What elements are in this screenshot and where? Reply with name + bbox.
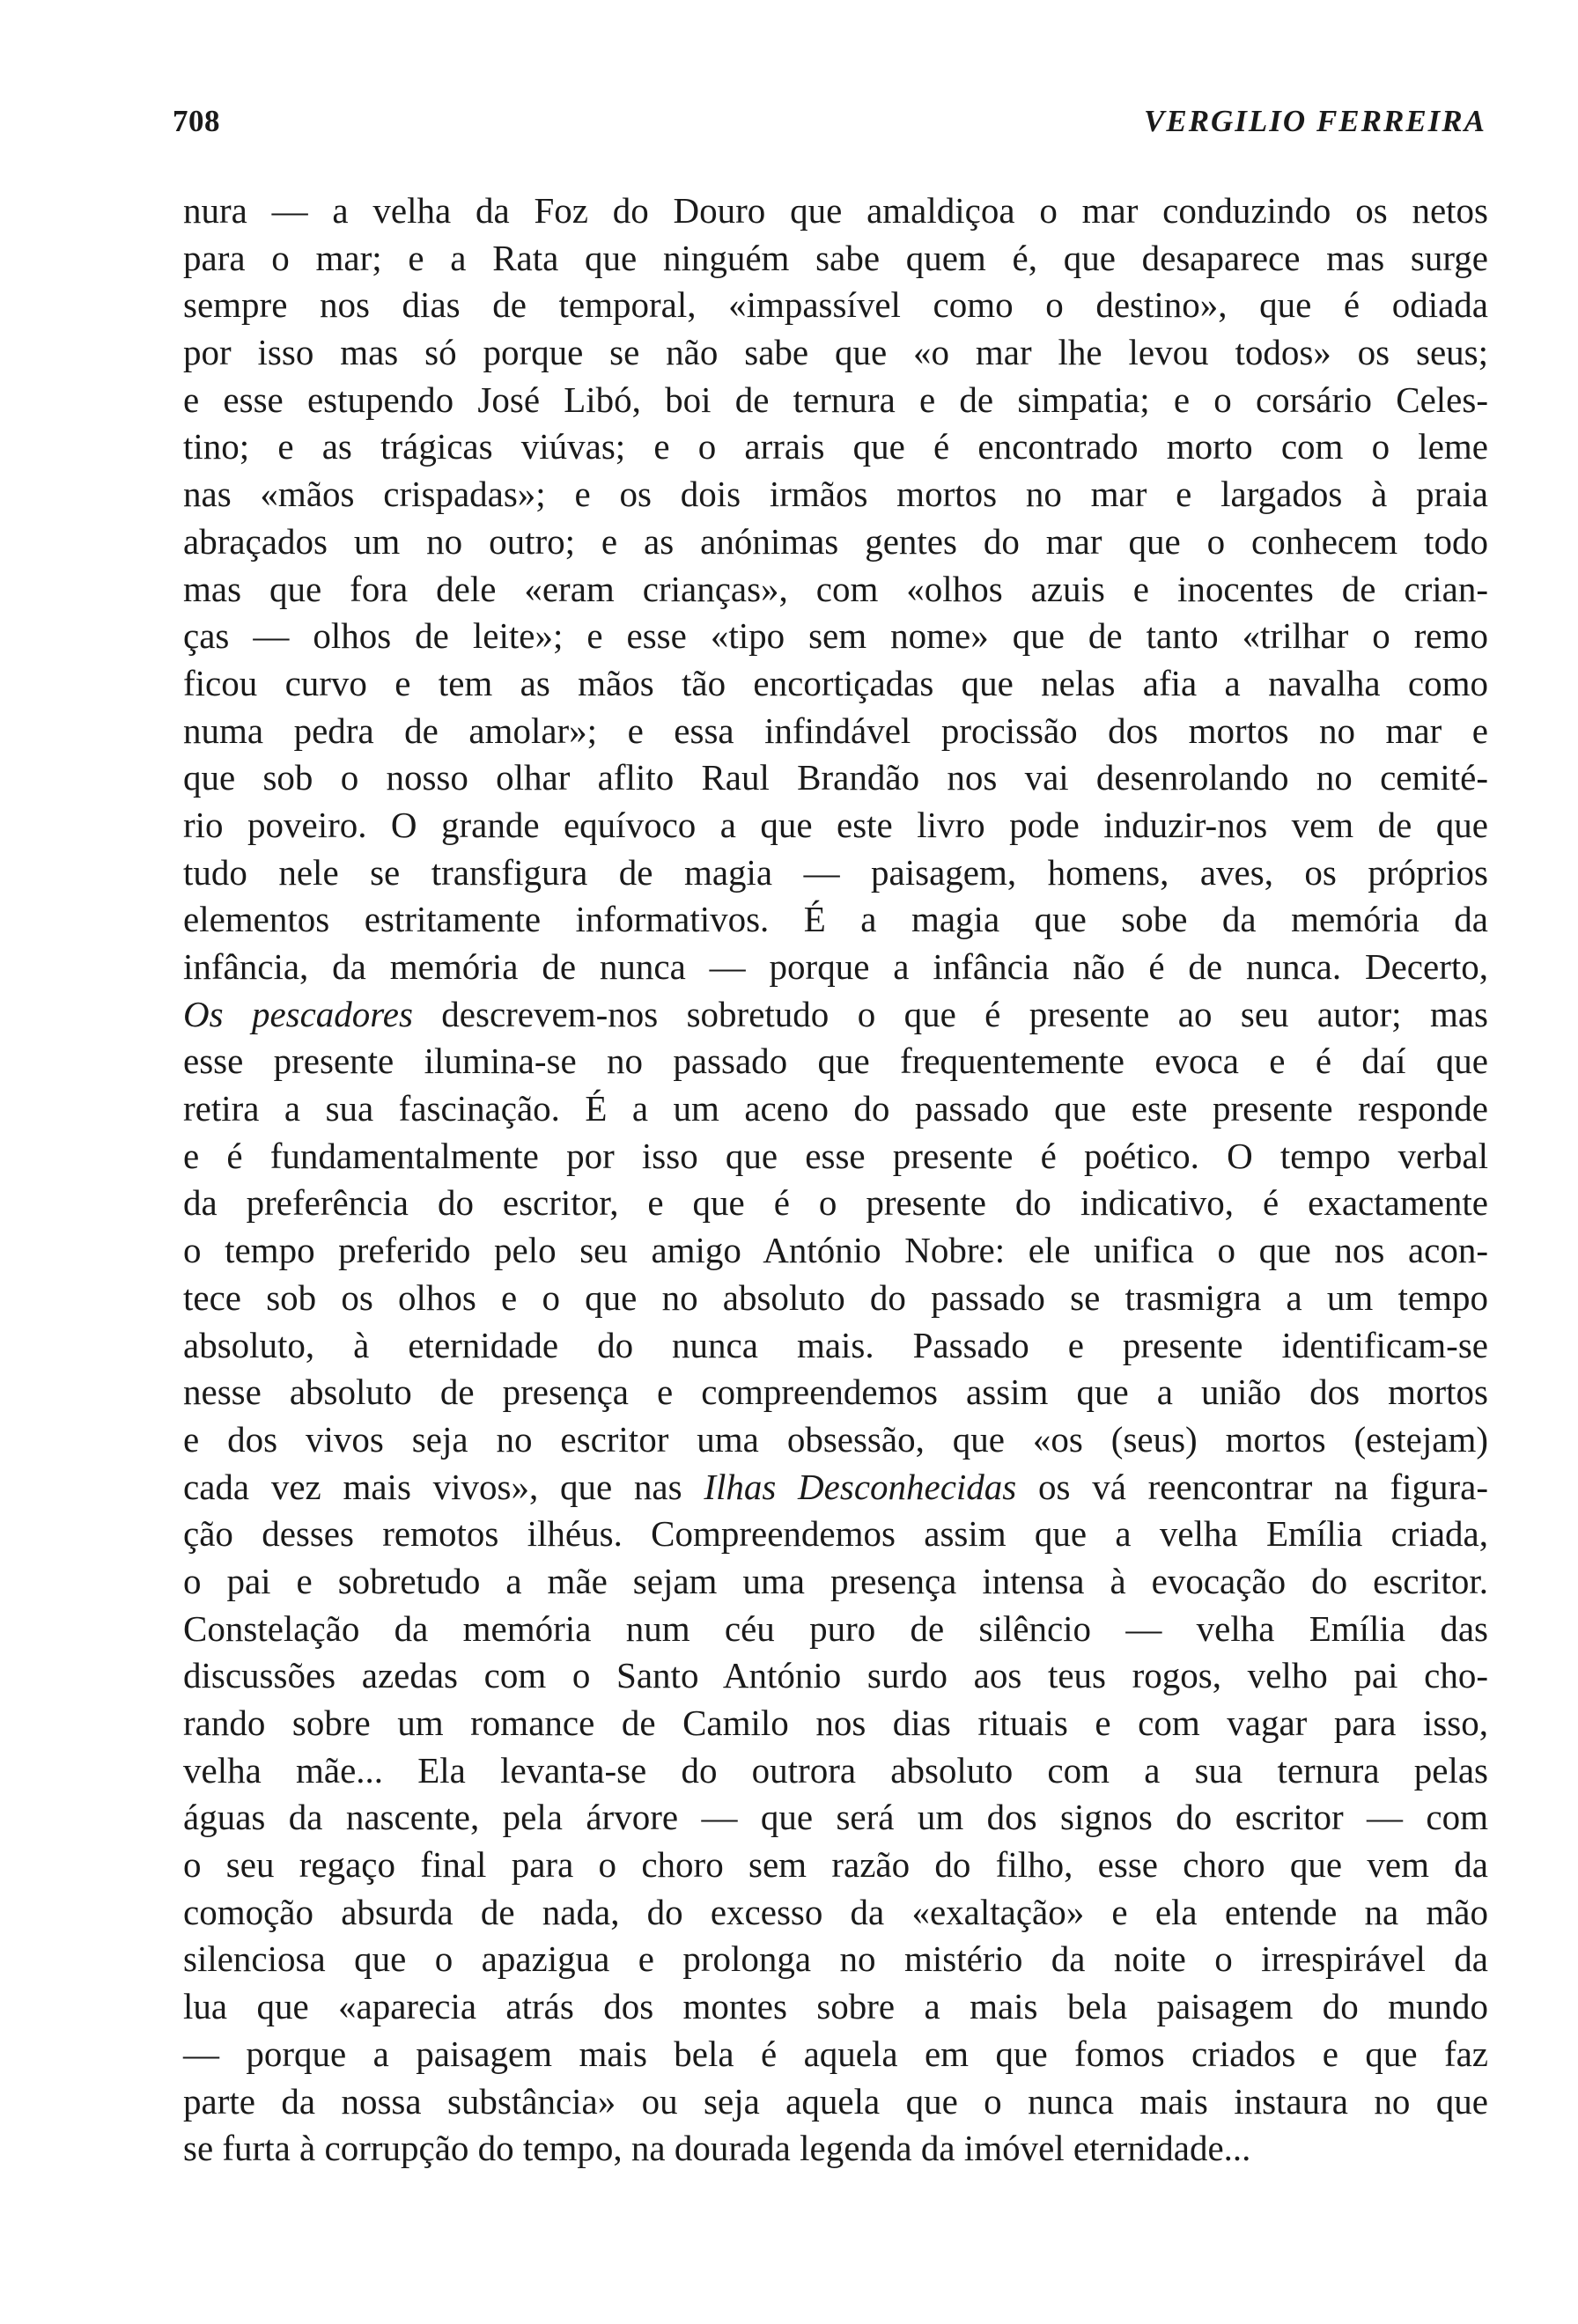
text-line: [183, 2078, 1488, 2126]
text-segment: parte da nossa substância» ou seja aquela que o nunca mais instaura no que: [183, 2080, 1488, 2122]
text-segment: o pai e sobretudo a mãe sejam uma presença intensa à evocação do escritor.: [183, 1560, 1488, 1601]
text-segment: tudo nele se transfigura de magia — paisagem, homens, aves, os próprios: [183, 851, 1488, 893]
text-segment: e dos vivos seja no escritor uma obsessão, que «os (seus) mortos (estejam): [183, 1418, 1488, 1460]
text-line: [183, 1889, 1488, 1937]
text-line: [183, 1180, 1488, 1227]
text-line: [183, 1133, 1488, 1180]
text-segment: para o mar; e a Rata que ninguém sabe quem é, que desaparece mas surge: [183, 237, 1488, 278]
text-segment: nas «mãos crispadas»; e os dois irmãos mortos no mar e largados à praia: [183, 474, 1488, 515]
text-line: [183, 518, 1488, 566]
text-segment: mas que fora dele «eram crianças», com «olhos azuis e inocentes de crian-: [183, 568, 1488, 609]
text-segment: lua que «aparecia atrás dos montes sobre a mais bela paisagem do mundo: [183, 1986, 1488, 2027]
text-line: [183, 1227, 1488, 1275]
text-segment: tino; e as trágicas viúvas; e o arrais que é encontrado morto com o leme: [183, 426, 1488, 467]
body-text: [183, 188, 1488, 2173]
text-line: [183, 1322, 1488, 1370]
text-line: [183, 754, 1488, 802]
text-line: [183, 282, 1488, 329]
text-line: [183, 188, 1488, 235]
text-line: [183, 2031, 1488, 2078]
text-line: [183, 1936, 1488, 1983]
text-line: [183, 896, 1488, 944]
text-segment: nura — a velha da Foz do Douro que amaldiçoa o mar conduzindo os netos: [183, 190, 1488, 231]
text-line: [183, 1558, 1488, 1606]
text-segment: ção desses remotos ilhéus. Compreendemos assim que a velha Emília criada,: [183, 1513, 1488, 1555]
text-segment: — porque a paisagem mais bela é aquela em que fomos criados e que faz: [183, 2033, 1488, 2074]
text-segment: por isso mas só porque se não sabe que «o mar lhe levou todos» os seus;: [183, 332, 1488, 373]
text-line: [183, 1275, 1488, 1322]
page-header: [173, 104, 1486, 157]
text-segment: sempre nos dias de temporal, «impassível como o destino», que é odiada: [183, 284, 1488, 326]
text-line: [183, 2125, 1488, 2173]
text-line: [183, 1983, 1488, 2031]
text-line: [183, 1747, 1488, 1795]
text-segment: ficou curvo e tem as mãos tão encortiçadas que nelas afia a navalha como: [183, 662, 1488, 703]
text-line: [183, 1794, 1488, 1842]
text-line: [183, 1511, 1488, 1558]
text-segment: o seu regaço final para o choro sem razão do filho, esse choro que vem da: [183, 1844, 1488, 1886]
text-segment: infância, da memória de nunca — porque a infância não é de nunca. Decerto,: [183, 946, 1488, 987]
text-segment: ças — olhos de leite»; e esse «tipo sem nome» que de tanto «trilhar o remo: [183, 615, 1488, 657]
text-line: [183, 471, 1488, 518]
text-segment: descrevem-nos sobretudo o que é presente ao seu autor; mas: [412, 993, 1488, 1034]
text-line: [183, 423, 1488, 471]
text-segment: nesse absoluto de presença e compreendemos assim que a união dos mortos: [183, 1372, 1488, 1413]
running-head: VERGILIO FERREIRA: [1144, 104, 1486, 138]
text-segment: discussões azedas com o Santo António surdo aos teus rogos, velho pai cho-: [183, 1655, 1488, 1696]
text-line: [183, 1085, 1488, 1133]
text-line: [183, 1038, 1488, 1085]
text-line: [183, 1416, 1488, 1464]
text-segment: cada vez mais vivos», que nas: [183, 1466, 704, 1507]
text-line: [183, 566, 1488, 614]
italic-title: Ilhas Desconhecidas: [704, 1466, 1017, 1507]
text-line: [183, 1369, 1488, 1416]
text-segment: absoluto, à eternidade do nunca mais. Passado e presente identificam-se: [183, 1324, 1488, 1365]
text-line: [183, 613, 1488, 660]
text-line: [183, 802, 1488, 849]
text-segment: águas da nascente, pela árvore — que será um dos signos do escritor — com: [183, 1797, 1488, 1838]
text-line: [183, 235, 1488, 283]
text-line: [183, 1464, 1488, 1511]
text-segment: e esse estupendo José Libó, boi de ternura e de simpatia; e o corsário Celes-: [183, 379, 1488, 420]
page-number: 708: [173, 104, 220, 138]
text-segment: os vá reencontrar na figura-: [1016, 1466, 1489, 1507]
text-line: [183, 1842, 1488, 1889]
italic-title: Os pescadores: [183, 993, 413, 1034]
text-segment: rio poveiro. O grande equívoco a que este livro pode induzir-nos vem de que: [183, 804, 1488, 845]
text-segment: que sob o nosso olhar aflito Raul Brandão nos vai desenrolando no cemité-: [183, 757, 1488, 798]
text-segment: rando sobre um romance de Camilo nos dias rituais e com vagar para isso,: [183, 1703, 1488, 1743]
text-line: [183, 377, 1488, 424]
text-line: [183, 1652, 1488, 1700]
text-segment: elementos estritamente informativos. É a magia que sobe da memória da: [183, 899, 1488, 940]
text-segment: da preferência do escritor, e que é o presente do indicativo, é exactamente: [183, 1182, 1488, 1224]
text-segment: numa pedra de amolar»; e essa infindável procissão dos mortos no mar e: [183, 710, 1488, 751]
text-line: [183, 660, 1488, 708]
text-segment: se furta à corrupção do tempo, na dourada legenda da imóvel eternidade...: [183, 2128, 1251, 2169]
text-line: [183, 944, 1488, 991]
text-line: [183, 991, 1488, 1039]
text-segment: Constelação da memória num céu puro de silêncio — velha Emília das: [183, 1607, 1488, 1649]
text-segment: abraçados um no outro; e as anónimas gentes do mar que o conhecem todo: [183, 520, 1488, 562]
text-segment: o tempo preferido pelo seu amigo António Nobre: ele unifica o que nos acon-: [183, 1230, 1488, 1271]
text-segment: tece sob os olhos e o que no absoluto do passado se trasmigra a um tempo: [183, 1276, 1488, 1318]
text-segment: comoção absurda de nada, do excesso da «exaltação» e ela entende na mão: [183, 1891, 1488, 1932]
text-line: [183, 849, 1488, 897]
text-segment: silenciosa que o apazigua e prolonga no mistério da noite o irrespirável da: [183, 1938, 1488, 1980]
text-line: [183, 708, 1488, 755]
text-segment: esse presente ilumina-se no passado que frequentemente evoca e é daí que: [183, 1041, 1488, 1082]
text-segment: velha mãe... Ela levanta-se do outrora absoluto com a sua ternura pelas: [183, 1749, 1488, 1791]
text-line: [183, 1606, 1488, 1653]
text-segment: e é fundamentalmente por isso que esse presente é poético. O tempo verbal: [183, 1135, 1488, 1176]
text-segment: retira a sua fascinação. É a um aceno do passado que este presente responde: [183, 1088, 1488, 1129]
text-line: [183, 1700, 1488, 1747]
text-line: [183, 329, 1488, 377]
